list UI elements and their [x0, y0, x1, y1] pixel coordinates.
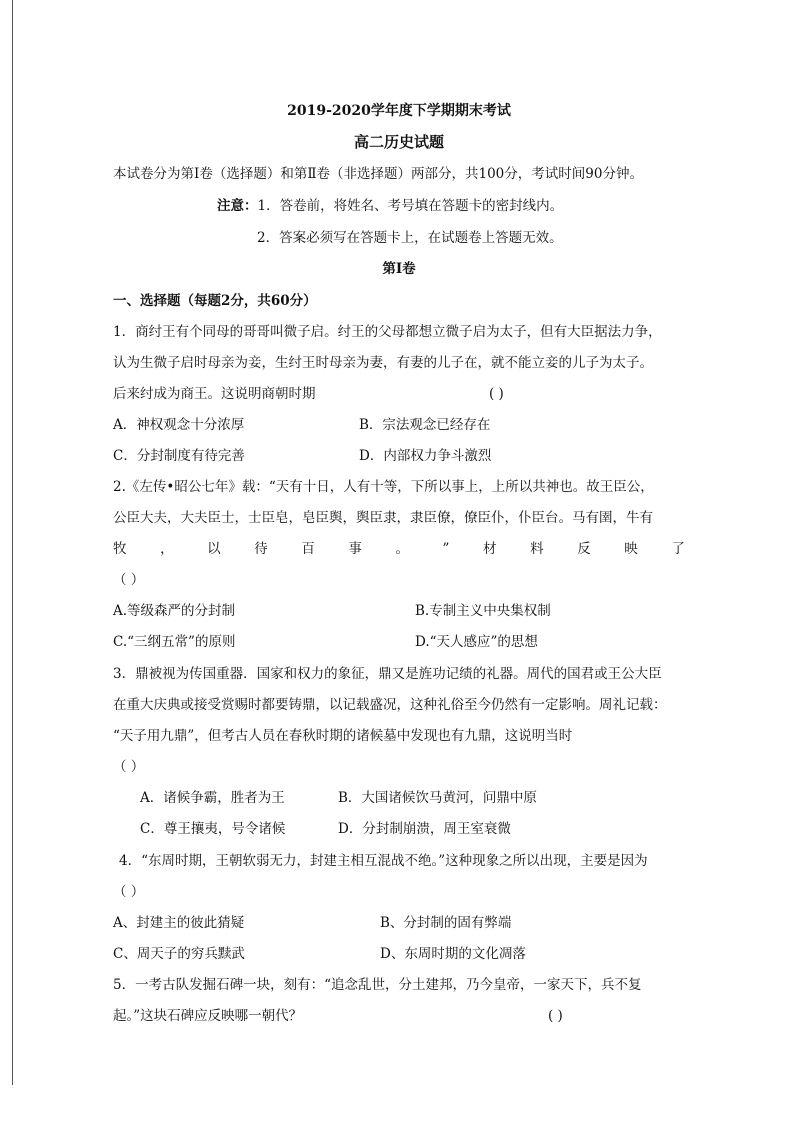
q2-char: 材 — [483, 541, 497, 557]
q1-line-3: 后来纣成为商王。这说明商朝时期 — [113, 386, 316, 402]
q5-line-1: 5．一考古队发掘石碑一块，刻有：“追念乱世，分土建邦，乃今皇帝，一家天下，兵不复 — [113, 977, 642, 993]
q3-line-1: 3．鼎被视为传国重器．国家和权力的象征，鼎又是旌功记绩的礼器。周代的国君或王公大臣 — [113, 666, 662, 682]
q2-char: 了 — [671, 541, 685, 557]
q3-option-b: B．大国诸候饮马黄河，问鼎中原 — [338, 790, 537, 806]
page-margin-line — [12, 0, 13, 1085]
notice-label: 注意： — [217, 198, 258, 214]
q2-char: ” — [442, 541, 450, 557]
q3-line-3: “天子用九鼎”，但考古人员在春秋时期的诸候墓中发现也有九鼎，这说明当时 — [113, 728, 573, 744]
q3-option-a: A．诸候争霸，胜者为王 — [140, 790, 285, 806]
q5-line-2: 起。”这块石碑应反映哪一朝代？ — [113, 1008, 303, 1024]
part-heading: 一、选择题（每题2分，共60分） — [113, 293, 317, 309]
q4-option-d: D、东周时期的文化凋落 — [380, 946, 526, 962]
q2-char: 以 — [207, 541, 221, 557]
q2-char: 。 — [395, 541, 409, 557]
q2-option-c: C.“三纲五常”的原则 — [113, 634, 236, 650]
volume-heading: 第Ⅰ卷 — [382, 261, 416, 277]
q4-option-b: B、分封制的固有弊端 — [380, 915, 512, 931]
q2-char: 牧 — [113, 541, 127, 557]
q2-option-d: D.“天人感应”的思想 — [415, 634, 538, 650]
q2-line-2: 公臣大夫，大夫臣士，士臣皂，皂臣舆，舆臣隶，隶臣僚，僚臣仆，仆臣台。马有圉，牛有 — [113, 510, 653, 526]
exam-title: 2019-2020学年度下学期期末考试 — [287, 103, 511, 119]
exam-intro: 本试卷分为第Ⅰ卷（选择题）和第Ⅱ卷（非选择题）两部分，共100分，考试时间90分钟。 — [113, 166, 643, 182]
q2-char: 映 — [624, 541, 638, 557]
q4-answer-bracket: （ ） — [113, 884, 145, 900]
q1-option-d: D．内部权力争斗激烈 — [359, 448, 492, 464]
q2-char: 料 — [530, 541, 544, 557]
q3-line-2: 在重大庆典或接受赏赐时都要铸鼎，以记载盛况，这种礼俗至今仍然有一定影响。周礼记载： — [113, 697, 667, 713]
q2-char: 反 — [577, 541, 591, 557]
exam-subtitle: 高二历史试题 — [353, 133, 444, 151]
q2-answer-bracket: （ ） — [113, 572, 145, 588]
q2-char: ， — [160, 541, 174, 557]
q1-line-1: 1．商纣王有个同母的哥哥叫微子启。纣王的父母都想立微子启为太子，但有大臣据法力争， — [113, 324, 662, 340]
q1-option-b: B．宗法观念已经存在 — [359, 417, 491, 433]
q3-answer-bracket: （ ） — [113, 759, 145, 775]
q1-option-a: A．神权观念十分浓厚 — [113, 417, 245, 433]
q2-option-b: B.专制主义中央集权制 — [415, 603, 551, 619]
notice-1: 1．答卷前，将姓名、考号填在答题卡的密封线内。 — [257, 198, 564, 214]
q2-line-1: 2.《左传•昭公七年》载：“天有十日，人有十等，下所以事上，上所以共神也。故王臣公， — [113, 479, 654, 495]
q2-char: 百 — [301, 541, 315, 557]
q2-line-3 — [113, 539, 685, 559]
q4-option-a: A、封建主的彼此猜疑 — [113, 915, 245, 931]
q2-char: 待 — [254, 541, 268, 557]
q1-option-c: C．分封制度有待完善 — [113, 448, 245, 464]
q2-option-a: A.等级森严的分封制 — [113, 603, 236, 619]
notice-line-1 — [217, 196, 563, 216]
q5-answer-bracket: ( ) — [548, 1008, 563, 1024]
q1-line-2: 认为生微子启时母亲为妾，生纣王时母亲为妻，有妻的儿子在，就不能立妾的儿子为太子。 — [113, 355, 653, 371]
q4-option-c: C、周天子的穷兵黩武 — [113, 946, 245, 962]
q3-option-d: D．分封制崩溃，周王室衰微 — [338, 821, 511, 837]
notice-2: 2．答案必须写在答题卡上，在试题卷上答题无效。 — [257, 230, 563, 246]
q3-option-c: C．尊王攘夷，号令诸候 — [140, 821, 286, 837]
q1-answer-bracket: ( ) — [489, 386, 504, 402]
q2-char: 事 — [348, 541, 362, 557]
q4-line-1: 4．“东周时期，王朝软弱无力，封建主相互混战不绝。”这种现象之所以出现，主要是因为 — [119, 853, 648, 869]
